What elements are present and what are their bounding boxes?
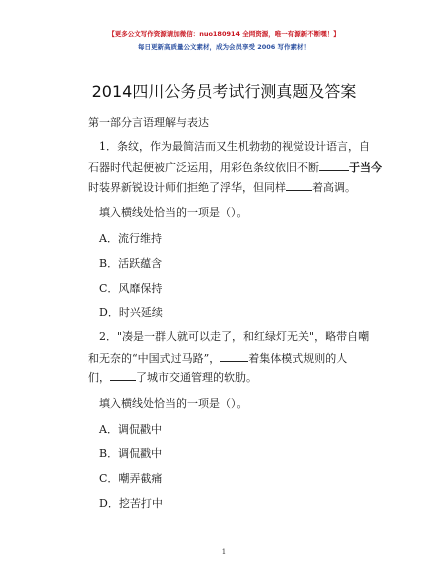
q2-option-a: A．调侃戳中 [99, 423, 162, 436]
q2-prompt: 填入横线处恰当的一项是（）。 [99, 397, 248, 410]
q2-line3-end: 了城市交通管理的软肋。 [136, 371, 257, 384]
q2-line3 [88, 370, 257, 385]
promo-banner-top: 【更多公文写作资源请加微信：nuo180914 全网资源，唯一有源新不断嘿！】 [108, 30, 340, 38]
q1-option-c: C．风靡保持 [99, 282, 163, 295]
q1-blank-1 [319, 160, 349, 171]
q2-option-b: B．调侃戳中 [99, 447, 163, 460]
q1-line2-bold: 于当今 [349, 161, 382, 174]
q2-blank-1 [220, 351, 248, 362]
q2-line1: 2．"凑是一群人就可以走了，和红绿灯无关"，略带自嘲 [99, 330, 370, 343]
q1-line3-end: 着高调。 [312, 181, 356, 194]
q1-line2-text: 石器时代起便被广泛运用，用彩色条纹依旧不断 [88, 161, 319, 174]
q1-prompt: 填入横线处恰当的一项是（）。 [99, 206, 248, 219]
page-number: 1 [221, 548, 227, 556]
q2-line3-text: 们， [88, 371, 110, 384]
q1-line1: 1．条纹，作为最简洁而又生机勃勃的视觉设计语言，自 [99, 140, 370, 153]
q2-option-d: D．挖苦打中 [99, 497, 163, 510]
q1-option-d: D．时兴延续 [99, 306, 163, 319]
q1-line3-text: 时装界新锐设计师们拒绝了浮华，但同样 [88, 181, 286, 194]
promo-banner-sub: 每日更新高质量公文素材，成为会员享受 2006 写作素材！ [137, 43, 311, 51]
q2-line2 [88, 351, 347, 366]
document-title: 2014四川公务员考试行测真题及答案 [91, 82, 357, 101]
q1-line3 [88, 180, 356, 195]
q2-line2-text: 和无奈的“中国式过马路”， [88, 352, 221, 365]
q1-line2 [88, 160, 382, 175]
q2-line2-end: 着集体模式规则的人 [248, 352, 348, 365]
q1-blank-2 [286, 180, 312, 191]
q1-option-a: A．流行维持 [99, 232, 162, 245]
section-heading: 第一部分言语理解与表达 [88, 116, 209, 129]
q2-option-c: C．嘲弄截痛 [99, 472, 163, 485]
q1-option-b: B．活跃蕴含 [99, 257, 163, 270]
q2-blank-2 [110, 370, 136, 381]
